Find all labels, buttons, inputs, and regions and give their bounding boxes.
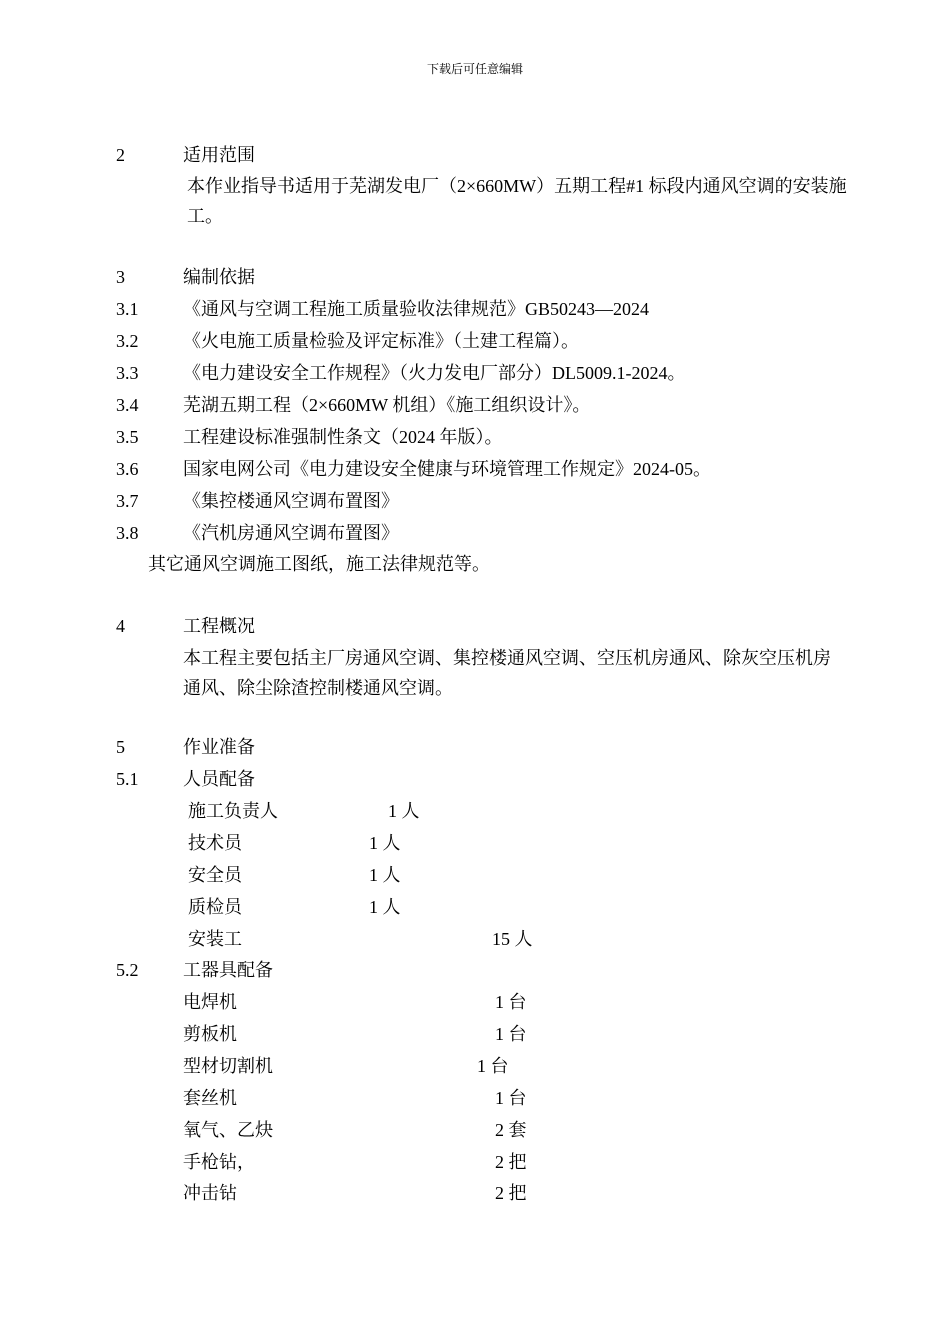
section-2-title: 适用范围	[183, 145, 255, 165]
section-4-number: 4	[116, 616, 125, 636]
item-text: 《汽机房通风空调布置图》	[183, 523, 399, 543]
tool-name: 电焊机	[183, 992, 237, 1012]
section-3-number: 3	[116, 267, 125, 287]
tool-quantity: 1 台	[495, 992, 527, 1012]
subsection-5-1-number: 5.1	[116, 769, 139, 789]
tool-name: 剪板机	[183, 1024, 237, 1044]
section-4-title: 工程概况	[183, 616, 255, 636]
section-3-title: 编制依据	[183, 267, 255, 287]
item-text: 芜湖五期工程（2×660MW 机组）《施工组织设计》。	[183, 395, 591, 415]
item-number: 3.2	[116, 331, 139, 351]
section-2-body: 本作业指导书适用于芜湖发电厂（2×660MW）五期工程#1 标段内通风空调的安装施工。	[187, 176, 847, 226]
personnel-role: 施工负责人	[188, 801, 278, 821]
item-number: 3.8	[116, 523, 139, 543]
item-number: 3.5	[116, 427, 139, 447]
item-number: 3.1	[116, 299, 139, 319]
item-text: 国家电网公司《电力建设安全健康与环境管理工作规定》2024-05。	[183, 459, 711, 479]
section-4-body: 本工程主要包括主厂房通风空调、集控楼通风空调、空压机房通风、除灰空压机房通风、除尘除渣控制楼通风空调。	[183, 648, 831, 698]
tool-quantity: 2 套	[495, 1120, 527, 1140]
item-text: 《通风与空调工程施工质量验收法律规范》GB50243—2024	[183, 299, 650, 319]
tool-name: 手枪钻，	[183, 1152, 255, 1172]
item-number: 3.7	[116, 491, 139, 511]
item-text: 《火电施工质量检验及评定标准》（土建工程篇）。	[183, 331, 579, 351]
item-text: 《集控楼通风空调布置图》	[183, 491, 399, 511]
page-header: 下载后可任意编辑	[426, 62, 523, 76]
other-references: 其它通风空调施工图纸，施工法律规范等。	[148, 554, 490, 574]
subsection-5-1-title: 人员配备	[183, 769, 255, 789]
item-number: 3.6	[116, 459, 139, 479]
item-text: 《电力建设安全工作规程》（火力发电厂部分）DL5009.1-2024。	[183, 363, 686, 383]
subsection-5-2-number: 5.2	[116, 960, 139, 980]
personnel-count: 1 人	[369, 897, 401, 917]
tool-quantity: 1 台	[495, 1024, 527, 1044]
section-2-number: 2	[116, 145, 125, 165]
tool-name: 氧气、乙炔	[183, 1120, 273, 1140]
subsection-5-2-title: 工器具配备	[183, 960, 273, 980]
tool-quantity: 2 把	[495, 1183, 527, 1203]
section-5-number: 5	[116, 737, 125, 757]
personnel-role: 技术员	[188, 833, 242, 853]
tool-quantity: 1 台	[477, 1056, 509, 1076]
tool-quantity: 2 把	[495, 1152, 527, 1172]
personnel-count: 15 人	[492, 929, 533, 949]
personnel-count: 1 人	[369, 833, 401, 853]
personnel-role: 安装工	[188, 929, 242, 949]
personnel-count: 1 人	[388, 801, 420, 821]
section-5-title: 作业准备	[183, 737, 255, 757]
tool-name: 冲击钻	[183, 1183, 237, 1203]
item-number: 3.4	[116, 395, 139, 415]
personnel-role: 质检员	[188, 897, 242, 917]
tool-name: 套丝机	[183, 1088, 237, 1108]
item-text: 工程建设标准强制性条文（2024 年版）。	[183, 427, 503, 447]
personnel-count: 1 人	[369, 865, 401, 885]
tool-name: 型材切割机	[183, 1056, 273, 1076]
item-number: 3.3	[116, 363, 139, 383]
tool-quantity: 1 台	[495, 1088, 527, 1108]
personnel-role: 安全员	[188, 865, 242, 885]
